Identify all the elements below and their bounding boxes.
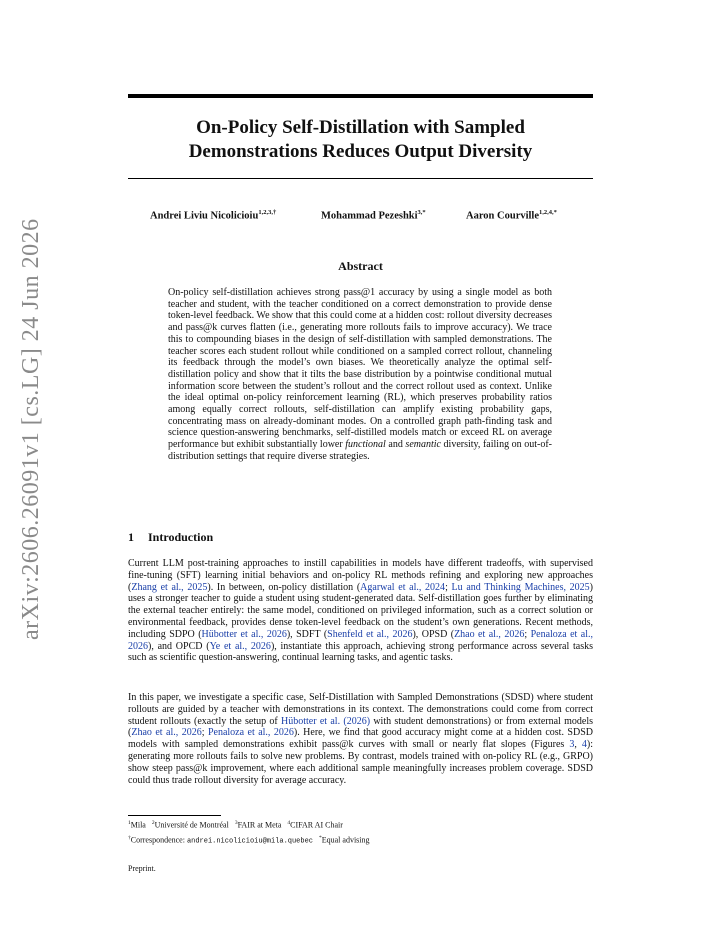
paragraph-text: with student demonstrations) or from external models ( bbox=[128, 715, 593, 739]
affiliation: FAIR at Meta bbox=[237, 820, 282, 830]
abstract-heading: Abstract bbox=[338, 259, 383, 273]
citation-link[interactable]: Zhao et al., 2026 bbox=[454, 628, 525, 640]
footnote-mark: 1 bbox=[128, 820, 131, 826]
email-link[interactable]: andrei.nicolicioiu@mila.quebec bbox=[186, 837, 313, 846]
footnote-mark: * bbox=[318, 834, 322, 841]
abstract-text: and bbox=[385, 439, 406, 451]
intro-paragraph-2 bbox=[128, 692, 593, 786]
citation-link[interactable]: Hübotter et al. (2026) bbox=[281, 715, 371, 727]
paragraph-text: In this paper, we investigate a specific case, Self-Distillation with Sampled Demonstrations (SDSD) where student rollouts are guided by a teacher with demonstrations in its context. The demonstrations could come from correct student rollouts (exactly the setup of bbox=[128, 692, 593, 727]
abstract-emphasis: semantic bbox=[405, 439, 441, 451]
footnote-mark: 4 bbox=[287, 820, 291, 826]
citation-link[interactable]: Lu and Thinking Machines, 2025 bbox=[451, 581, 590, 593]
section-number: 1 bbox=[128, 530, 134, 544]
title-line-2: Demonstrations Reduces Output Diversity bbox=[188, 141, 533, 162]
correspondence-footnote bbox=[128, 832, 370, 848]
author-3 bbox=[466, 209, 557, 222]
paragraph-text: ; bbox=[445, 581, 452, 593]
intro-paragraph-1 bbox=[128, 558, 593, 664]
title-line-1: On-Policy Self-Distillation with Sampled bbox=[196, 117, 525, 138]
paragraph-text: ), instantiate this approach, achieving strong performance across several tasks such as scientific question-answering, continual learning tasks, and agentic tasks. bbox=[128, 640, 593, 664]
citation-link[interactable]: Penaloza et al., 2026 bbox=[207, 727, 294, 739]
affiliation-footnote bbox=[128, 817, 370, 832]
preprint-label: Preprint. bbox=[128, 864, 156, 873]
arxiv-identifier: arXiv:2606.26091v1 [cs.LG] 24 Jun 2026 bbox=[18, 218, 44, 640]
author-1 bbox=[150, 209, 276, 222]
footnote-mark: 3 bbox=[234, 820, 238, 826]
citation-link[interactable]: Zhang et al., 2025 bbox=[131, 581, 208, 593]
citation-link[interactable]: Hübotter et al., 2026 bbox=[201, 628, 287, 640]
footnote-mark: 2 bbox=[151, 820, 155, 826]
correspondence-label: Correspondence: bbox=[130, 835, 187, 845]
author-name: Mohammad Pezeshki bbox=[321, 210, 418, 222]
affiliation: Mila bbox=[130, 820, 146, 830]
citation-link[interactable]: 3 bbox=[569, 739, 575, 751]
author-affiliation: 1,2,3,† bbox=[258, 209, 277, 216]
footnote-mark: † bbox=[128, 834, 131, 841]
citation-link[interactable]: Ye et al., 2026 bbox=[209, 640, 271, 652]
author-affiliation: 1,2,4,* bbox=[539, 209, 557, 216]
citation-link[interactable]: Agarwal et al., 2024 bbox=[360, 581, 446, 593]
author-name: Aaron Courville bbox=[466, 210, 540, 222]
paragraph-text: ): generating more rollouts fails to solve new problems. By contrast, models trained with on-policy RL (e.g., GRPO) show steep pass@k improvement, where each additional sample meaningfully increases problem coverage. SDSD could thus trade rollout diversity for average accuracy. bbox=[128, 739, 594, 786]
paragraph-text: ). In between, on-policy distillation ( bbox=[207, 581, 361, 593]
paragraph-text: ), and OPCD ( bbox=[148, 640, 210, 652]
citation-link[interactable]: 4 bbox=[581, 739, 587, 751]
paragraph-text: ), OPSD ( bbox=[412, 628, 455, 640]
paper-title bbox=[128, 116, 593, 164]
footnotes bbox=[128, 817, 370, 847]
author-affiliation: 3,* bbox=[417, 209, 426, 216]
equal-advising-note: Equal advising bbox=[321, 835, 370, 845]
section-title: Introduction bbox=[148, 530, 214, 544]
title-bottom-rule bbox=[128, 178, 593, 179]
affiliation: CIFAR AI Chair bbox=[290, 820, 343, 830]
paragraph-text: , bbox=[574, 739, 582, 751]
citation-link[interactable]: Zhao et al., 2026 bbox=[131, 727, 202, 739]
section-heading-introduction bbox=[128, 530, 213, 545]
citation-link[interactable]: Penaloza et al., 2026 bbox=[128, 628, 593, 652]
footnote-rule bbox=[128, 815, 221, 816]
author-2 bbox=[321, 209, 426, 222]
affiliation: Université de Montréal bbox=[154, 820, 229, 830]
paragraph-text: Current LLM post-training approaches to instill capabilities in models have different tradeoffs, with supervised fine-tuning (SFT) learning initial behaviors and on-policy RL methods refining and exploring new approaches ( bbox=[128, 558, 593, 593]
citation-link[interactable]: Shenfeld et al., 2026 bbox=[327, 628, 413, 640]
abstract-body bbox=[168, 287, 552, 463]
author-name: Andrei Liviu Nicolicioiu bbox=[150, 210, 259, 222]
abstract-text: On-policy self-distillation achieves strong pass@1 accuracy by using a single model as both teacher and student, with the teacher conditioned on a correct demonstration to provide dense token-level feedback. We show that this could come at a hidden cost: rollout diversity decreases and pass@k curves flatten (i.e., generating more rollouts fails to improve accuracy). We trace this to compounding biases in the design of self-distillation with sampled demonstrations. The teacher scores each student rollout while conditioned on a sampled correct rollout, channeling its feedback through the model’s own biases. We theoretically analyze the optimal self-distillation policy and show that it tilts the base distribution by a pointwise conditional mutual information score between the student’s rollout and the correct rollout used as context. Unlike the ideal optimal on-policy reinforcement learning (RL), which preserves probability ratios among equally correct rollouts, self-distillation can amplify existing probability gaps, concentrating mass on already-dominant modes. On a controlled graph path-finding task and science question-answering benchmarks, self-distilled models match or exceed RL on average performance but exhibit substantially lower bbox=[168, 287, 552, 451]
paragraph-text: ), SDFT ( bbox=[286, 628, 328, 640]
paragraph-text: ) uses a stronger teacher to guide a student using student-generated data. Self-distillation goes further by eliminating the external teacher entirely: the same model, conditioned on privileged information, such as a correct solution or environmental feedback, provides dense token-level feedback on the student’s own generations. Recent methods, including SDPO ( bbox=[128, 581, 593, 640]
title-top-rule bbox=[128, 94, 593, 98]
paragraph-text: ; bbox=[524, 628, 531, 640]
paragraph-text: ; bbox=[201, 727, 208, 739]
abstract-emphasis: functional bbox=[345, 439, 386, 451]
paragraph-text: ). Here, we find that good accuracy might come at a hidden cost. SDSD models with sampled demonstrations exhibit pass@k curves with small or nearly flat slopes (Figures bbox=[128, 727, 593, 751]
abstract-text: diversity, failing on out-of-distribution settings that require diverse strategies. bbox=[168, 439, 552, 462]
